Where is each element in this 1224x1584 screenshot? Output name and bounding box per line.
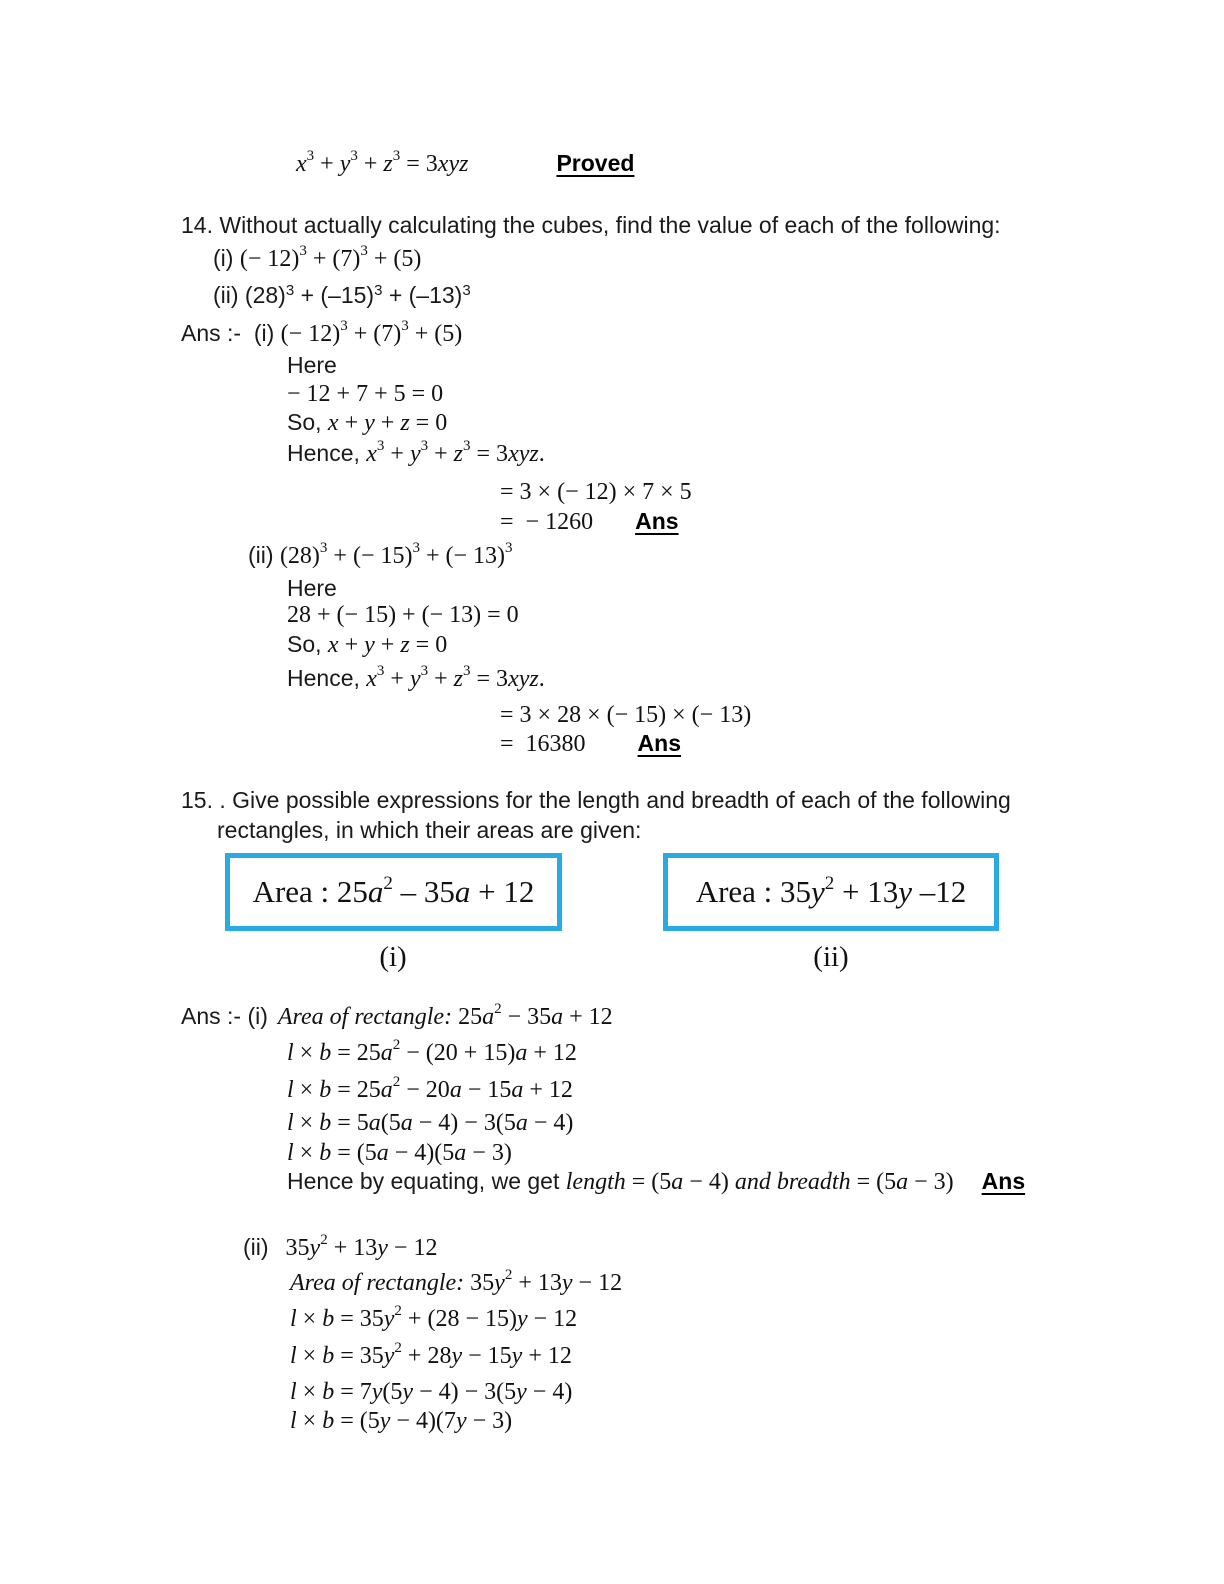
text-part: x xyxy=(366,666,377,692)
text-part: Ans :- (i) xyxy=(181,320,281,346)
q15-title-line-2 xyxy=(217,817,641,843)
text-part: x xyxy=(327,410,339,436)
text-part: = 25 xyxy=(331,1040,381,1066)
text-part: + 12 xyxy=(527,1040,577,1066)
text-part: − 3) xyxy=(466,1140,512,1166)
text-part: + xyxy=(338,410,365,436)
text-part: –12 xyxy=(912,874,967,910)
text-part: + xyxy=(428,441,454,467)
text-part: − 12 + 7 + 5 = 0 xyxy=(287,381,444,407)
q15-ii-head xyxy=(243,1234,437,1263)
text-part: 35 xyxy=(285,1235,310,1261)
text-part: z xyxy=(383,151,393,177)
q15-ii-area xyxy=(290,1267,623,1298)
text-part: + 13 xyxy=(834,874,899,910)
text-part: + (7) xyxy=(306,246,361,272)
q14-i-sum xyxy=(287,381,443,409)
text-part: + 12 xyxy=(563,1004,613,1030)
q14-item-ii xyxy=(213,282,471,308)
text-part: 3 xyxy=(392,148,401,164)
text-part: y xyxy=(898,874,913,910)
text-part: = 3 × 28 × (− 15) × (− 13) xyxy=(500,702,752,728)
text-part: 25 xyxy=(458,1004,483,1030)
text-part: 3 xyxy=(299,243,307,259)
q14-ii-here xyxy=(287,575,337,601)
q15-i-step-1 xyxy=(287,1037,577,1068)
text-part: = 3 xyxy=(400,151,438,177)
text-part: y xyxy=(339,151,351,177)
text-part: − 35 xyxy=(501,1004,552,1030)
text-part: − 4) xyxy=(527,1110,574,1136)
text-part: + (–15) xyxy=(294,282,375,308)
text-part: Area : 25 xyxy=(252,874,368,910)
q15-ii-step-1 xyxy=(290,1303,578,1334)
text-part: 2 xyxy=(494,1001,502,1017)
text-part: − 3) xyxy=(908,1169,954,1195)
text-part: b xyxy=(319,1140,332,1166)
text-part: = − 1260 xyxy=(500,509,594,535)
text-part: + xyxy=(428,666,454,692)
text-part: + xyxy=(357,151,384,177)
text-part: 3 xyxy=(319,540,328,556)
area-box-i xyxy=(225,853,562,931)
text-part: y xyxy=(494,1270,505,1296)
area-box-ii-caption: (ii) xyxy=(813,941,849,973)
q14-item-i xyxy=(213,245,421,274)
q14-ii-calc-1 xyxy=(500,702,751,730)
text-part: = 3 xyxy=(470,441,509,467)
text-part: y xyxy=(455,1408,467,1434)
text-part: + xyxy=(374,632,401,658)
text-part: 3 xyxy=(374,282,383,299)
text-part: a xyxy=(367,874,384,910)
text-part: × xyxy=(296,1343,323,1369)
text-part: l xyxy=(290,1343,297,1369)
text-part: 3 xyxy=(285,282,295,299)
text-part: a xyxy=(449,1077,462,1103)
q15-ii-step-3 xyxy=(290,1379,572,1407)
text-part: Here xyxy=(287,352,337,378)
text-part: 15. . Give possible expressions for the length and breadth of each of the following xyxy=(181,787,1011,813)
text-part: (ii) xyxy=(248,542,280,568)
text-part: 2 xyxy=(392,1037,401,1053)
q14-i-hence xyxy=(287,440,545,469)
text-part: a xyxy=(515,1040,528,1066)
text-part: a xyxy=(368,1110,381,1136)
text-part: y xyxy=(516,1379,527,1405)
text-part: Area of rectangle: xyxy=(290,1270,471,1296)
text-part: l xyxy=(287,1040,294,1066)
text-part: + 13 xyxy=(512,1270,562,1296)
text-part: (i) xyxy=(213,245,240,271)
text-part: x xyxy=(327,632,339,658)
text-part: × xyxy=(296,1306,323,1332)
q15-ii-step-2 xyxy=(290,1340,572,1371)
text-part: 2 xyxy=(394,1340,402,1356)
text-part: b xyxy=(322,1379,335,1405)
text-part: 3 xyxy=(376,438,385,454)
text-part: + 12 xyxy=(523,1077,573,1103)
text-part: a xyxy=(671,1169,684,1195)
text-part: (28) xyxy=(279,543,320,569)
text-part: a xyxy=(896,1169,909,1195)
q14-i-calc-1 xyxy=(500,479,692,507)
text-part: l xyxy=(287,1077,294,1103)
text-part: and breadth xyxy=(734,1169,851,1195)
text-part: y xyxy=(409,666,421,692)
answer-flag: Ans xyxy=(635,508,679,534)
text-part: y xyxy=(561,1270,573,1296)
text-part: 3 xyxy=(360,243,368,259)
text-part: × xyxy=(296,1379,323,1405)
text-part: a xyxy=(551,1004,564,1030)
q14-ii-so xyxy=(287,631,447,660)
text-part: = 35 xyxy=(334,1343,384,1369)
text-part: z xyxy=(400,410,410,436)
text-part: x xyxy=(296,151,307,177)
text-part: y xyxy=(371,1379,383,1405)
text-part: = 16380 xyxy=(500,731,586,757)
text-part: + 12 xyxy=(522,1343,572,1369)
text-part: − 4)(5 xyxy=(388,1140,455,1166)
text-part: 2 xyxy=(504,1267,513,1283)
text-part: a xyxy=(454,1140,467,1166)
text-part: . xyxy=(538,441,545,467)
text-part: a xyxy=(482,1004,495,1030)
text-part: z xyxy=(453,441,464,467)
text-part: So, xyxy=(287,409,328,435)
text-part: xyz xyxy=(508,441,539,467)
text-part: xyz xyxy=(437,151,469,177)
text-part: a xyxy=(380,1040,393,1066)
text-part: 3 xyxy=(340,318,348,334)
text-part: – 35 xyxy=(392,874,455,910)
text-part: × xyxy=(296,1408,323,1434)
text-part: 2 xyxy=(383,873,393,895)
text-part: + (5) xyxy=(367,246,422,272)
text-part: + 12 xyxy=(470,874,535,910)
text-part: l xyxy=(287,1110,294,1136)
text-part: − 15 xyxy=(461,1077,512,1103)
text-part: 3 xyxy=(350,148,358,164)
text-part: b xyxy=(319,1110,332,1136)
text-part: y xyxy=(309,1235,321,1261)
text-part: y xyxy=(364,410,375,436)
q15-i-step-2 xyxy=(287,1074,573,1105)
q14-i-here xyxy=(287,352,337,378)
q15-i-step-4 xyxy=(287,1140,512,1168)
text-part: 35 xyxy=(470,1270,495,1296)
text-part: + xyxy=(338,632,365,658)
text-part: × xyxy=(293,1110,320,1136)
text-part: − 15 xyxy=(462,1343,512,1369)
text-part: 3 xyxy=(306,148,315,164)
text-part: 3 xyxy=(412,540,420,556)
text-part: + xyxy=(374,410,401,436)
q14-ans-i-head xyxy=(181,320,462,349)
answer-flag: Ans xyxy=(637,730,681,756)
answer-flag: Proved xyxy=(556,150,635,176)
q14-i-result xyxy=(500,508,679,537)
text-part: a xyxy=(511,1077,524,1103)
text-part: y xyxy=(811,874,825,910)
q14-ii-sum xyxy=(287,602,519,630)
text-part: Area of rectangle: xyxy=(277,1004,459,1030)
text-part: y xyxy=(377,1235,388,1261)
text-part: = (5 xyxy=(331,1140,377,1166)
text-part: × xyxy=(293,1077,320,1103)
text-part: 2 xyxy=(394,1303,402,1319)
text-part: = 3 × (− 12) × 7 × 5 xyxy=(500,479,692,505)
text-part: − 12 xyxy=(387,1235,438,1261)
text-part: Hence, xyxy=(287,440,367,466)
text-part: (5 xyxy=(382,1379,403,1405)
text-part: × xyxy=(293,1140,320,1166)
q15-title-line-1 xyxy=(181,787,1011,813)
text-part: l xyxy=(287,1140,294,1166)
text-part: 3 xyxy=(420,438,429,454)
text-part: 2 xyxy=(392,1074,401,1090)
area-box-i-caption: (i) xyxy=(379,941,407,973)
q14-title xyxy=(181,212,1001,238)
area-box-i-label xyxy=(253,874,535,910)
text-part: y xyxy=(383,1343,395,1369)
text-part: a xyxy=(515,1110,528,1136)
text-part: + (–13) xyxy=(382,282,463,308)
q15-i-conclusion xyxy=(287,1168,1025,1197)
text-part: b xyxy=(322,1306,335,1332)
text-part: y xyxy=(409,441,421,467)
text-part: a xyxy=(400,1110,413,1136)
text-part: b xyxy=(322,1408,335,1434)
q14-ii-hence xyxy=(287,665,545,694)
text-part: 3 xyxy=(505,540,513,556)
text-part: y xyxy=(402,1379,414,1405)
text-part: + (5) xyxy=(408,321,463,347)
text-part: length xyxy=(565,1169,626,1195)
text-part: − 4) xyxy=(526,1379,573,1405)
text-part: 3 xyxy=(420,663,429,679)
text-part: + (7) xyxy=(347,321,402,347)
text-part: = (5 xyxy=(334,1408,380,1434)
text-part: − 12 xyxy=(572,1270,623,1296)
text-part: z xyxy=(400,632,410,658)
text-part: b xyxy=(319,1040,332,1066)
text-part: + 13 xyxy=(327,1235,378,1261)
q14-ans-ii-head xyxy=(248,542,513,571)
text-part: = 0 xyxy=(409,410,448,436)
area-box-ii-label xyxy=(696,874,967,910)
text-part: 2 xyxy=(824,873,835,895)
text-part: = (5 xyxy=(625,1169,672,1195)
text-part: − 12 xyxy=(527,1306,578,1332)
text-part: + (28 − 15) xyxy=(401,1306,517,1332)
text-part: Here xyxy=(287,575,337,601)
text-part: Ans :- (i) xyxy=(181,1003,268,1029)
text-part: a xyxy=(376,1140,389,1166)
text-part: = 3 xyxy=(470,666,509,692)
text-part: + 28 xyxy=(401,1343,452,1369)
text-part: So, xyxy=(287,631,328,657)
text-part: y xyxy=(379,1408,391,1434)
text-part: z xyxy=(453,666,464,692)
text-part: b xyxy=(319,1077,332,1103)
q15-ans-i-head xyxy=(181,1003,613,1032)
text-part: − 20 xyxy=(400,1077,450,1103)
text-part: − (20 + 15) xyxy=(400,1040,516,1066)
text-part: (ii) xyxy=(243,1234,269,1260)
text-part: y xyxy=(516,1306,528,1332)
text-part: 14. Without actually calculating the cubes, find the value of each of the following: xyxy=(181,212,1001,238)
text-part: (5 xyxy=(380,1110,401,1136)
text-part: a xyxy=(380,1077,393,1103)
text-part: b xyxy=(322,1343,335,1369)
text-part: y xyxy=(511,1343,523,1369)
text-part: = (5 xyxy=(850,1169,897,1195)
answer-flag: Ans xyxy=(981,1168,1026,1194)
text-part: 3 xyxy=(376,663,385,679)
text-part: = 25 xyxy=(331,1077,381,1103)
text-part: − 4) xyxy=(683,1169,735,1195)
text-part: 3 xyxy=(463,663,471,679)
text-part: − 4)(7 xyxy=(390,1408,456,1434)
text-part: = 0 xyxy=(409,632,448,658)
text-part: rectangles, in which their areas are given: xyxy=(217,817,642,843)
text-part: xyz xyxy=(508,666,539,692)
text-part: 3 xyxy=(401,318,409,334)
q15-ii-step-4 xyxy=(290,1408,512,1436)
text-part: = 7 xyxy=(334,1379,372,1405)
text-part: y xyxy=(383,1306,395,1332)
text-part: (ii) (28) xyxy=(213,282,286,308)
text-part: Area : 35 xyxy=(695,874,812,910)
text-part: − 3) xyxy=(466,1408,513,1434)
text-part: = 5 xyxy=(331,1110,369,1136)
text-part: − 4) − 3(5 xyxy=(412,1110,516,1136)
text-part: . xyxy=(538,666,545,692)
q14-i-so xyxy=(287,409,447,438)
text-part: x xyxy=(366,441,377,467)
text-part: (− 12) xyxy=(239,246,300,272)
text-part: 2 xyxy=(320,1232,328,1248)
text-part: a xyxy=(454,874,471,910)
text-part: l xyxy=(290,1306,297,1332)
text-part: 3 xyxy=(463,438,471,454)
text-part: + (− 15) xyxy=(327,543,413,569)
text-part: × xyxy=(293,1040,320,1066)
text-part: + xyxy=(384,666,410,692)
text-part: Hence by equating, we get xyxy=(287,1168,566,1194)
text-part: l xyxy=(290,1408,297,1434)
text-part: + xyxy=(314,151,340,177)
area-box-ii xyxy=(663,853,999,931)
text-part: l xyxy=(290,1379,297,1405)
text-part: + (− 13) xyxy=(419,543,506,569)
text-part: y xyxy=(451,1343,463,1369)
text-part: y xyxy=(364,632,375,658)
text-part: 3 xyxy=(462,282,471,299)
text-part: − 4) − 3(5 xyxy=(413,1379,517,1405)
text-part: = 35 xyxy=(334,1306,384,1332)
text-part: 28 + (− 15) + (− 13) = 0 xyxy=(287,602,519,628)
q14-ii-result xyxy=(500,730,681,759)
proved-equation xyxy=(296,150,634,179)
q15-i-step-3 xyxy=(287,1110,573,1138)
text-part: (− 12) xyxy=(280,321,341,347)
text-part: Hence, xyxy=(287,665,367,691)
text-part: + xyxy=(384,441,410,467)
